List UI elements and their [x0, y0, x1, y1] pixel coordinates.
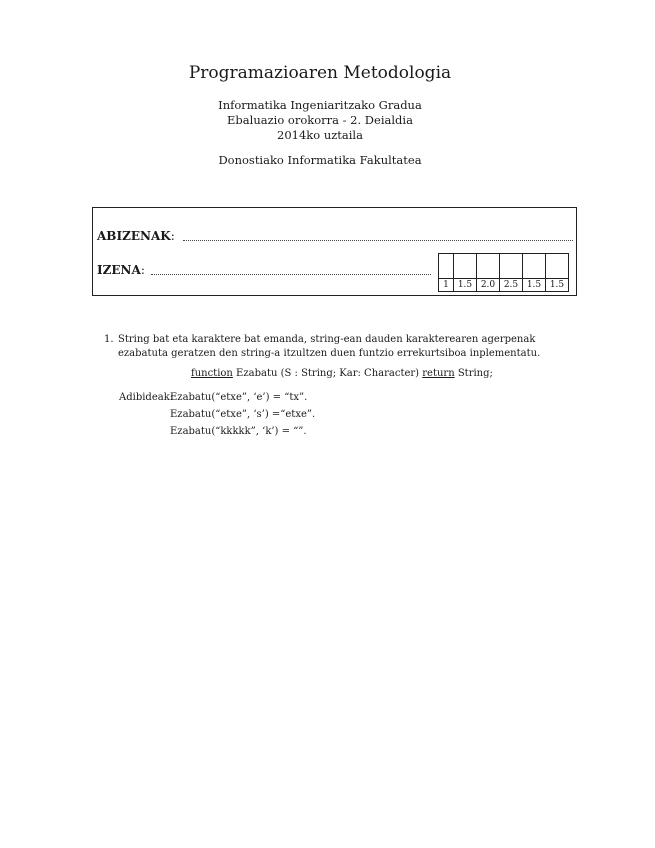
grades-weight-row: [439, 279, 569, 292]
grades-table: [438, 253, 569, 292]
example-item: Ezabatu(“etxe”, ‘e’) = “tx”.: [170, 392, 308, 403]
score-cell-5[interactable]: [523, 254, 546, 279]
exam-session: Ebaluazio orokorra - 2. Deialdia: [227, 113, 413, 127]
student-id-box: [92, 207, 577, 296]
score-cell-1[interactable]: [439, 254, 454, 279]
course-title: Programazioaren Metodologia: [188, 63, 452, 83]
example-row: [119, 389, 315, 406]
question-text: String bat eta karaktere bat emanda, string-ean dauden karakterearen agerpenak ezabatuta geratzen den string-a itzultzen duen funtzio errekurtsiboa inplementatu.: [118, 334, 541, 359]
weight-cell: 1.5: [523, 279, 546, 292]
score-cell-4[interactable]: [500, 254, 523, 279]
score-cell-2[interactable]: [454, 254, 477, 279]
surname-field[interactable]: [183, 240, 573, 241]
faculty-name: Donostiako Informatika Fakultatea: [218, 153, 422, 167]
weight-cell: 1: [439, 279, 454, 292]
weight-cell: 1.5: [546, 279, 569, 292]
score-cell-6[interactable]: [546, 254, 569, 279]
question-number: 1.: [104, 334, 114, 345]
name-field[interactable]: [151, 274, 431, 275]
example-item: Ezabatu(“kkkkk”, ‘k’) = “”.: [170, 426, 307, 437]
degree-name: Informatika Ingeniaritzako Gradua: [218, 98, 422, 112]
exam-date: 2014ko uztaila: [277, 128, 363, 142]
examples-block: [119, 389, 315, 440]
weight-cell: 2.0: [477, 279, 500, 292]
exam-header: [0, 62, 640, 168]
surname-label-text: ABIZENAK: [97, 229, 171, 243]
function-signature: [191, 368, 493, 379]
weight-cell: 2.5: [500, 279, 523, 292]
grades-score-row: [439, 254, 569, 279]
example-row: [119, 423, 315, 440]
examples-label: Adibideak:: [119, 392, 174, 403]
surname-colon: :: [170, 229, 175, 243]
name-colon: :: [140, 263, 145, 277]
keyword-return: return: [422, 368, 455, 379]
example-row: [119, 406, 315, 423]
surname-label: [97, 229, 175, 243]
name-label: [97, 263, 145, 277]
example-item: Ezabatu(“etxe”, ‘s’) =“etxe”.: [170, 409, 316, 420]
score-cell-3[interactable]: [477, 254, 500, 279]
question-1: [104, 333, 564, 360]
name-label-text: IZENA: [97, 263, 141, 277]
signature-end: String;: [454, 368, 493, 379]
weight-cell: 1.5: [454, 279, 477, 292]
keyword-function: function: [191, 368, 233, 379]
signature-middle: Ezabatu (S : String; Kar: Character): [232, 368, 423, 379]
